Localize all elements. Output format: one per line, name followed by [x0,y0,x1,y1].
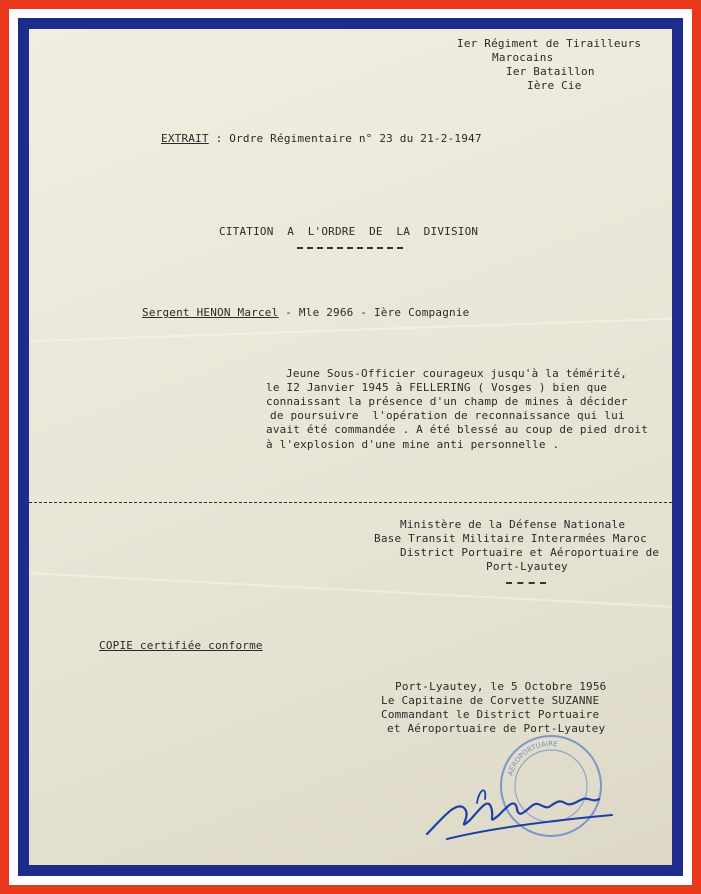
signature-line: Le Capitaine de Corvette SUZANNE [381,694,600,707]
citation-text-line: de poursuivre l'opération de reconnaissance qui lui [270,409,625,422]
extract-rest: : Ordre Régimentaire n° 23 du 21-2-1947 [208,132,482,145]
unit-line-2: Marocains [492,51,554,64]
citation-text-line: le I2 Janvier 1945 à FELLERING ( Vosges ) bien que [266,381,608,394]
ministry-line: Port-Lyautey [486,560,568,573]
extract-label: EXTRAIT [161,132,209,145]
citation-text-line: connaissant la présence d'un champ de mines à décider [266,395,628,408]
extract-line [161,132,482,145]
ministry-line: Base Transit Militaire Interarmées Maroc [374,532,647,545]
copy-certified-label: COPIE certifiée conforme [99,639,263,652]
soldier-rest: - Mle 2966 - Ière Compagnie [278,306,470,319]
signature-line: Commandant le District Portuaire [381,708,600,721]
citation-text-line: avait été commandée . A été blessé au coup de pied droit [266,423,649,436]
unit-line-3: Ier Bataillon [506,65,595,78]
paper-crease [29,318,672,342]
citation-title: CITATION A L'ORDRE DE LA DIVISION [219,225,479,238]
section-separator [29,502,672,503]
title-underline [297,247,403,249]
citation-text-line: à l'explosion d'une mine anti personnelle . [266,438,560,451]
handwritten-signature [407,759,617,849]
ministry-line: Ministère de la Défense Nationale [400,518,626,531]
paper-crease [29,572,671,608]
soldier-name: Sergent HENON Marcel [142,306,279,319]
signature-line: et Aéroportuaire de Port-Lyautey [387,722,606,735]
unit-line-1: Ier Régiment de Tirailleurs [457,37,642,50]
document-paper [29,29,672,865]
unit-line-4: Ière Cie [527,79,582,92]
ministry-underline [506,582,546,584]
ministry-line: District Portuaire et Aéroportuaire de [400,546,660,559]
soldier-line [142,306,470,319]
signature-line: Port-Lyautey, le 5 Octobre 1956 [395,680,607,693]
stamp-text: AÉROPORTUAIRE [506,739,559,777]
citation-text-line: Jeune Sous-Officier courageux jusqu'à la témérité, [286,367,628,380]
